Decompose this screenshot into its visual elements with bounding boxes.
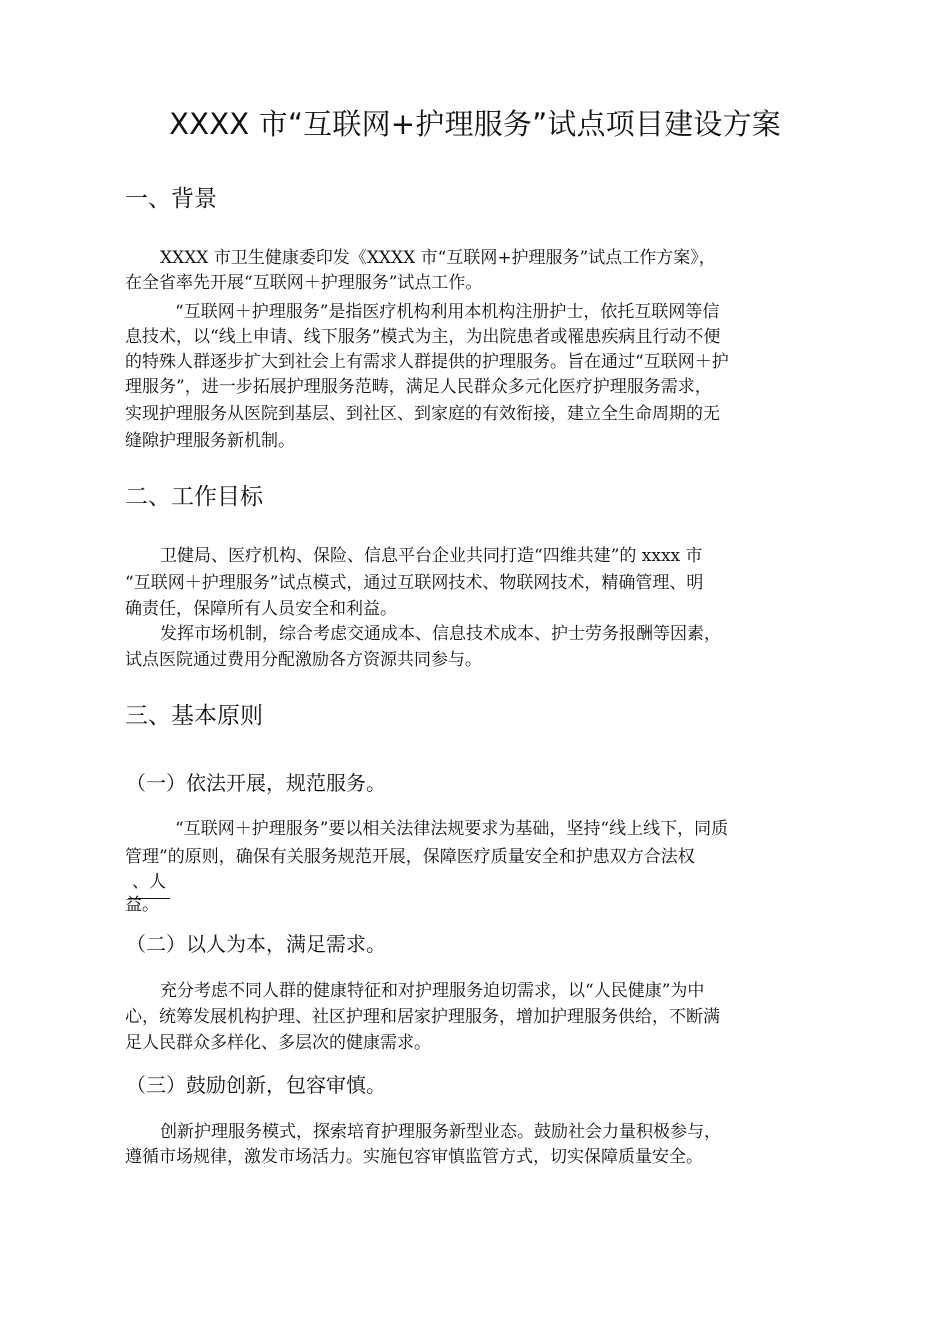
paragraph-line: 创新护理服务模式，探索培育护理服务新型业态。鼓励社会力量积极参与， [160, 1122, 721, 1142]
subsection-heading-people-first: （二）以人为本，满足需求。 [126, 932, 386, 956]
paragraph-line: 足人民群众多样化、多层次的健康需求。 [125, 1033, 431, 1053]
paragraph-line: 充分考虑不同人群的健康特征和对护理服务迫切需求，以“人民健康”为中 [160, 981, 705, 1001]
paragraph-line: “互联网＋护理服务”要以相关法律法规要求为基础，坚持“线上线下，同质 [175, 819, 729, 839]
paragraph-line: 实现护理服务从医院到基层、到社区、到家庭的有效衔接，建立全生命周期的无 [125, 404, 720, 424]
paragraph-line: 卫健局、医疗机构、保险、信息平台企业共同打造“四维共建”的 xxxx 市 [160, 546, 703, 566]
paragraph-line: 心，统筹发展机构护理、社区护理和居家护理服务，增加护理服务供给，不断满 [125, 1007, 720, 1027]
subsection-heading-innovation: （三）鼓励创新，包容审慎。 [126, 1073, 386, 1097]
paragraph-line: 益。 [125, 895, 159, 915]
paragraph-line: 、人 [132, 872, 166, 892]
paragraph-line: 的特殊人群逐步扩大到社会上有需求人群提供的护理服务。旨在通过“互联网＋护 [125, 352, 729, 372]
paragraph-line: 在全省率先开展“互联网＋护理服务”试点工作。 [125, 273, 483, 293]
paragraph-line: XXXX 市卫生健康委印发《XXXX 市“互联网+护理服务”试点工作方案》， [160, 248, 716, 268]
paragraph-line: 缝隙护理服务新机制。 [125, 431, 295, 451]
section-heading-goals: 二、工作目标 [125, 484, 263, 510]
paragraph-line: 管理”的原则，确保有关服务规范开展，保障医疗质量安全和护患双方合法权 [125, 847, 695, 867]
paragraph-line: 息技术，以“线上申请、线下服务”模式为主，为出院患者或罹患疾病且行动不便 [125, 327, 721, 347]
paragraph-line: “互联网＋护理服务”是指医疗机构利用本机构注册护士，依托互联网等信 [175, 302, 720, 322]
section-heading-principles: 三、基本原则 [125, 703, 263, 729]
subsection-heading-lawful-service: （一）依法开展，规范服务。 [126, 771, 386, 795]
section-heading-background: 一、背景 [125, 186, 217, 212]
paragraph-line: 试点医院通过费用分配激励各方资源共同参与。 [125, 650, 482, 670]
paragraph-line: 理服务”，进一步拓展护理服务范畴，满足人民群众多元化医疗护理服务需求， [125, 377, 712, 397]
paragraph-line: “互联网＋护理服务”试点模式，通过互联网技术、物联网技术，精确管理、明 [125, 573, 704, 593]
paragraph-line: 遵循市场规律，激发市场活力。实施包容审慎监管方式，切实保障质量安全。 [125, 1147, 703, 1167]
paragraph-line: 发挥市场机制，综合考虑交通成本、信息技术成本、护士劳务报酬等因素， [160, 624, 721, 644]
document-title: XXXX 市“互联网+护理服务”试点项目建设方案 [169, 107, 781, 141]
paragraph-line: 确责任，保障所有人员安全和利益。 [125, 599, 397, 619]
